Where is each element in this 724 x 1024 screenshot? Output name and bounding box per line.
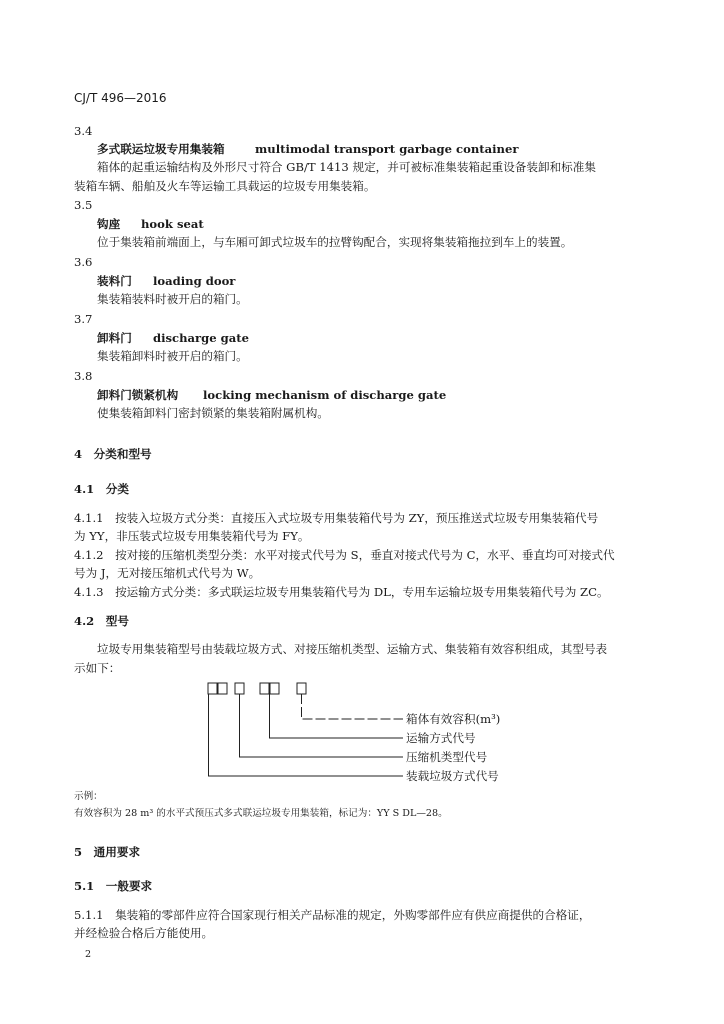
clause-text-cont: 号为 J，无对接压缩机式代号为 W。 [74,566,261,580]
subsection-heading: 4.2 型号 [74,614,129,628]
standard-id-header: CJ/T 496—2016 [74,91,167,105]
term-definition-cont: 装箱车辆、船舶及火车等运输工具载运的垃圾专用集装箱。 [74,179,376,193]
term-number: 3.8 [74,369,93,383]
term-title-en: discharge gate [153,331,250,345]
term-title-en: locking mechanism of discharge gate [203,388,447,402]
section-heading: 4 分类和型号 [74,447,152,461]
code-box [218,683,227,694]
term-definition: 位于集装箱前端面上，与车厢可卸式垃圾车的拉臂钩配合，实现将集装箱拖拉到车上的装置。 [97,235,573,249]
term-number: 3.4 [74,124,93,138]
clause-text-cont: 示如下： [74,661,121,675]
clause-text: 4.1.3 按运输方式分类：多式联运垃圾专用集装箱代号为 DL，专用车运输垃圾专用集装箱代号为 ZC。 [74,585,609,599]
subsection-heading: 5.1 一般要求 [74,879,153,893]
term-title-en: loading door [153,274,236,288]
model-designation-diagram [200,680,530,790]
term-number: 3.7 [74,312,93,326]
code-box [270,683,279,694]
code-box [208,683,217,694]
label-transport: 运输方式代号 [406,731,476,745]
code-box [260,683,269,694]
leader-line-compressor [240,694,404,757]
term-definition: 集装箱卸料时被开启的箱门。 [97,349,248,363]
term-number: 3.5 [74,198,93,212]
code-box [297,683,306,694]
term-definition: 箱体的起重运输结构及外形尺寸符合 GB/T 1413 规定，并可被标准集装箱起重设备装卸和标准集 [97,160,596,174]
label-loading: 装载垃圾方式代号 [406,769,499,783]
term-definition: 使集装箱卸料门密封锁紧的集装箱附属机构。 [97,406,329,420]
clause-text: 4.1.1 按装入垃圾方式分类：直接压入式垃圾专用集装箱代号为 ZY，预压推送式垃圾专用集装箱代号 [74,511,599,525]
term-title-zh: 卸料门锁紧机构 [97,388,179,402]
leader-line-transport [270,694,404,738]
term-title-zh: 卸料门 [97,331,132,345]
code-box [235,683,244,694]
term-title-zh: 钩座 [97,217,121,231]
clause-text-cont: 并经检验合格后方能使用。 [74,926,214,940]
example-text: 有效容积为 28 m³ 的水平式预压式多式联运垃圾专用集装箱，标记为：YY S DL—28。 [74,808,448,819]
term-title-zh: 多式联运垃圾专用集装箱 [97,142,225,156]
leader-line-volume [302,694,404,719]
term-title-en: hook seat [141,217,204,231]
clause-text: 5.1.1 集装箱的零部件应符合国家现行相关产品标准的规定，外购零部件应有供应商提供的合格证， [74,908,591,922]
page-number: 2 [85,949,92,960]
clause-text-cont: 为 YY，非压装式垃圾专用集装箱代号为 FY。 [74,529,310,543]
term-number: 3.6 [74,255,93,269]
leader-line-loading [209,694,404,776]
clause-text: 4.1.2 按对接的压缩机类型分类：水平对接式代号为 S，垂直对接式代号为 C，水平、垂直均可对接式代 [74,548,615,562]
subsection-heading: 4.1 分类 [74,482,129,496]
label-compressor: 压缩机类型代号 [406,750,488,764]
term-title-zh: 装料门 [97,274,132,288]
term-definition: 集装箱装料时被开启的箱门。 [97,292,248,306]
clause-text: 垃圾专用集装箱型号由装载垃圾方式、对接压缩机类型、运输方式、集装箱有效容积组成，其型号表 [97,642,608,656]
term-title-en: multimodal transport garbage container [255,142,519,156]
section-heading: 5 通用要求 [74,845,141,859]
label-volume: 箱体有效容积(m³) [406,712,501,726]
example-label: 示例： [74,791,103,802]
